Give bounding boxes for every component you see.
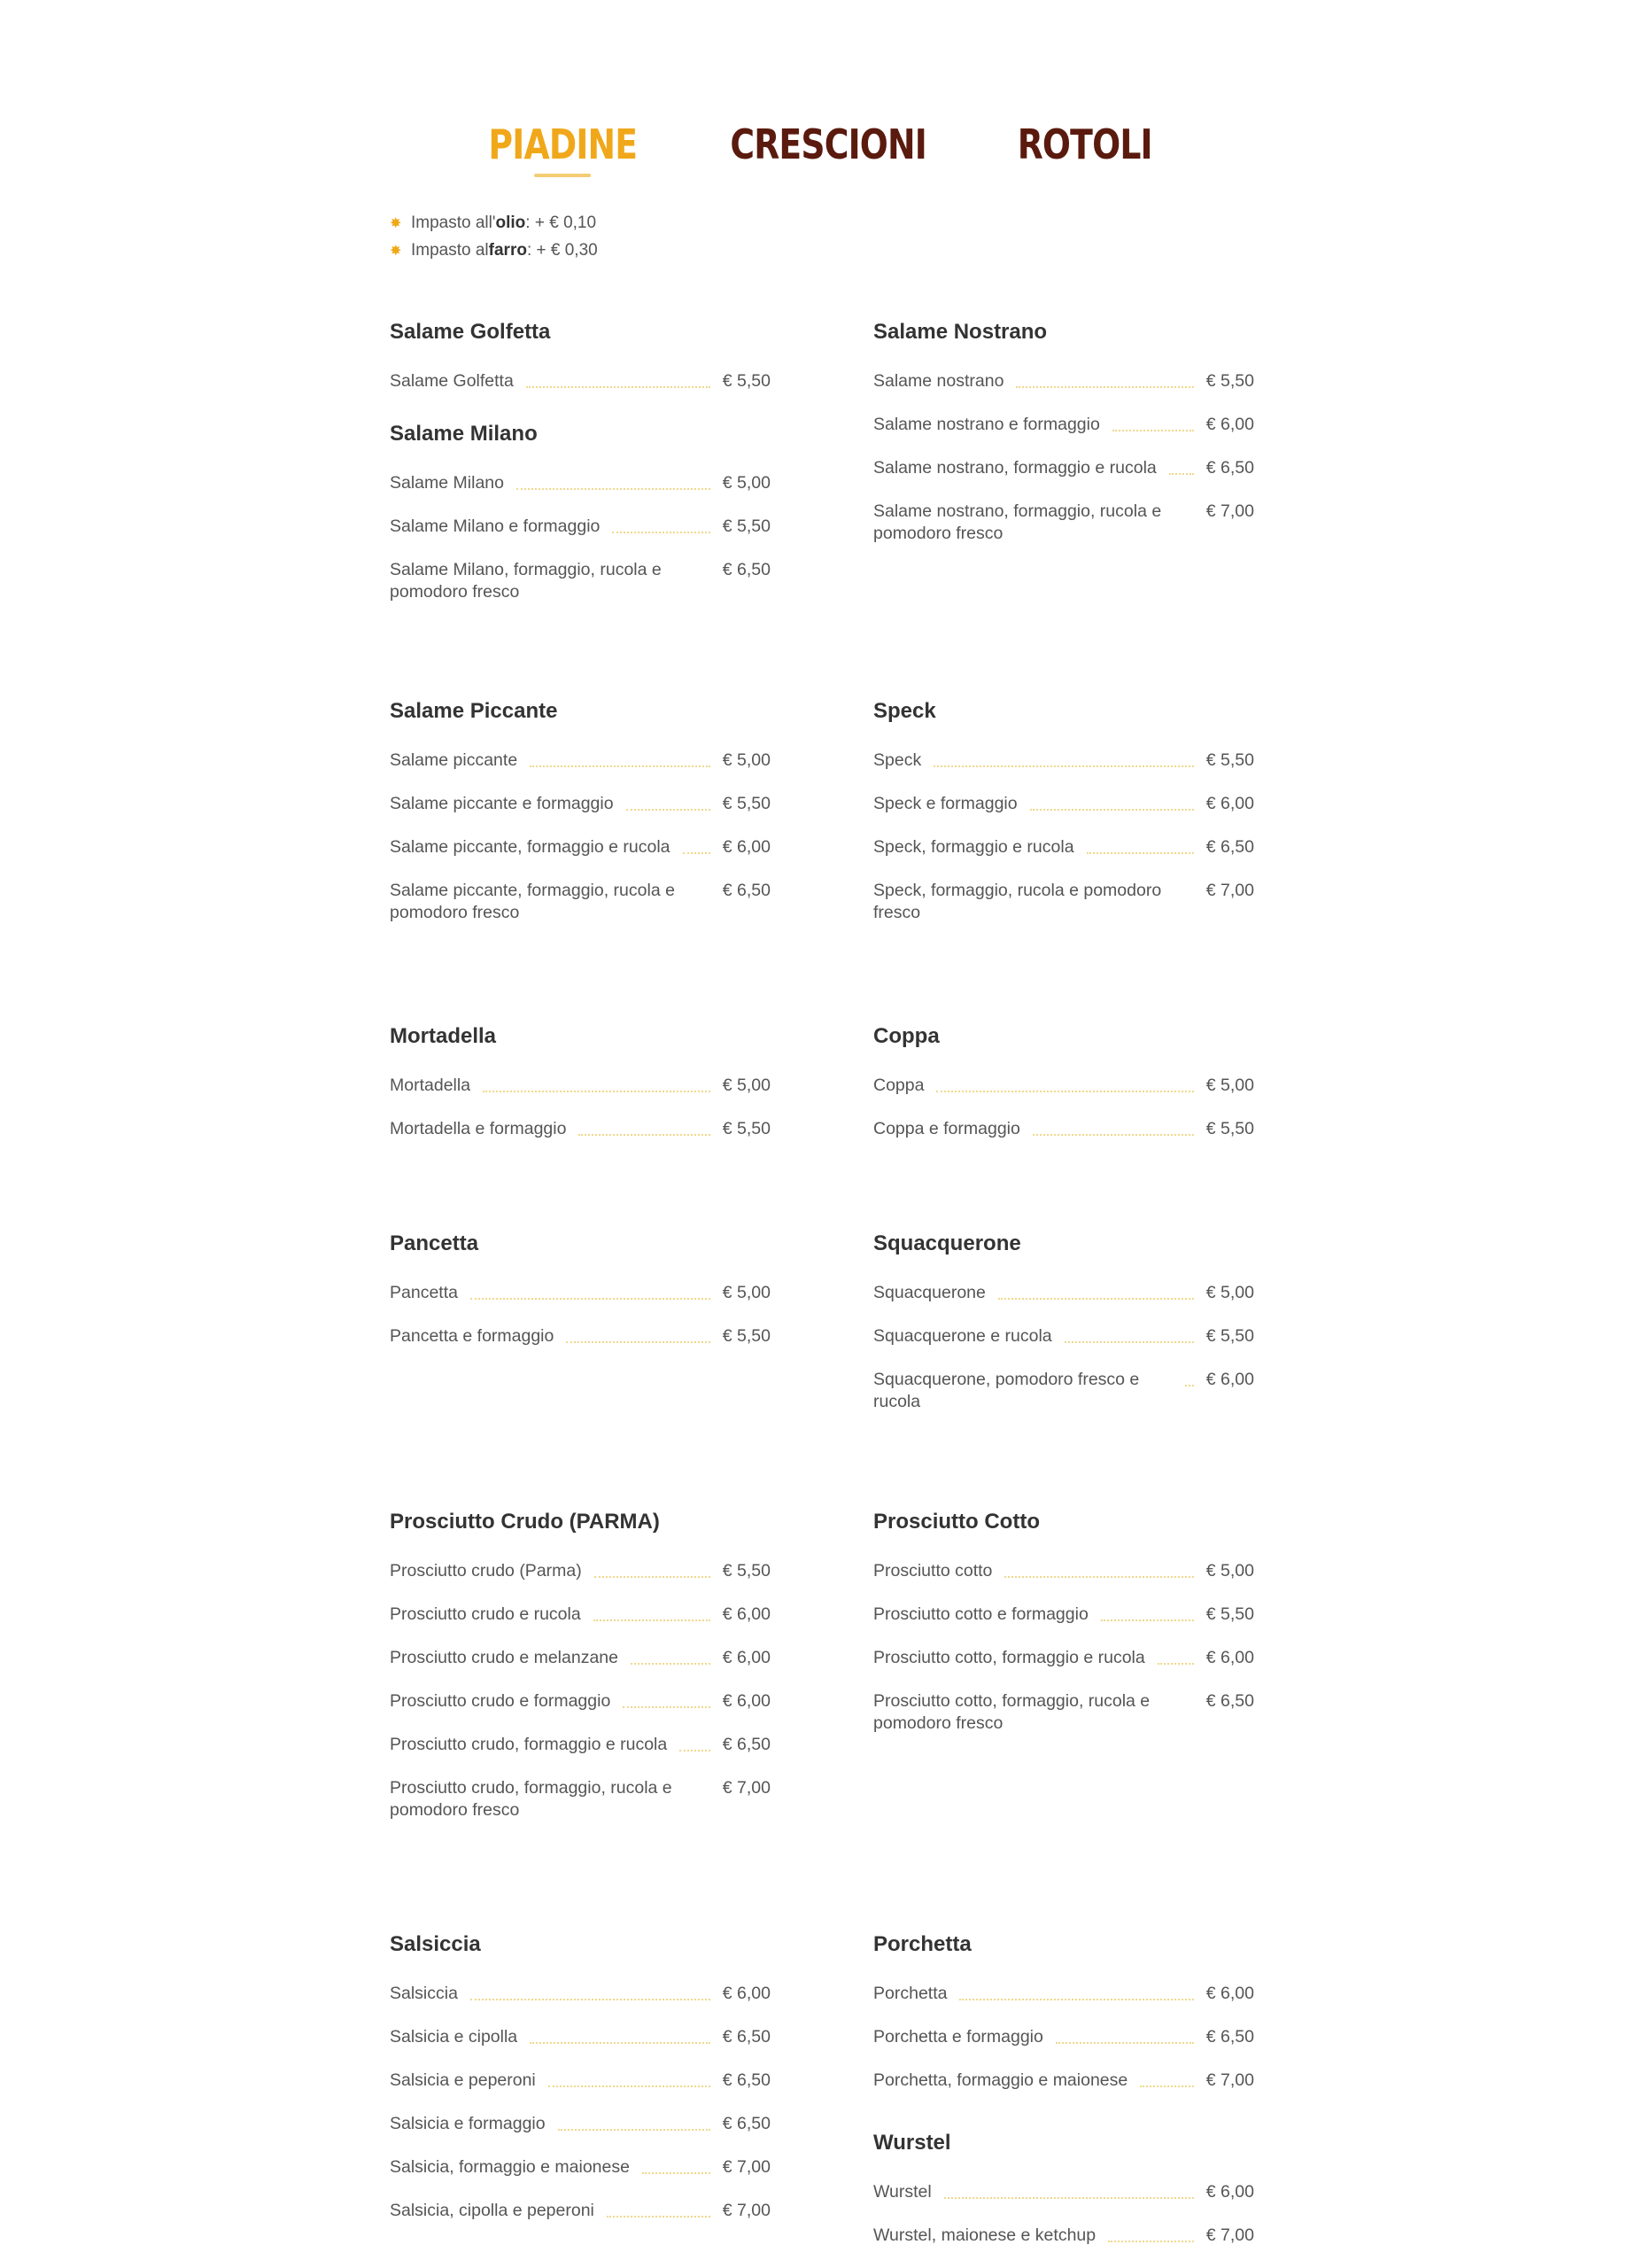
item-price: € 6,00 — [722, 1648, 771, 1667]
item-price: € 6,00 — [1205, 1984, 1254, 2003]
section-prosciutto-cotto — [873, 1511, 1254, 1756]
dotted-leader — [1101, 1619, 1194, 1621]
item-price: € 5,00 — [722, 1076, 771, 1095]
item-price: € 6,50 — [722, 881, 771, 900]
menu-item — [873, 1369, 1254, 1413]
dotted-leader — [548, 2085, 710, 2087]
item-price: € 6,00 — [1205, 1648, 1254, 1667]
menu-item — [390, 516, 771, 538]
item-name: Coppa — [873, 1076, 925, 1095]
menu-item — [390, 1075, 771, 1097]
dotted-leader — [1112, 430, 1194, 431]
dotted-leader — [1185, 1385, 1194, 1386]
item-price: € 5,50 — [722, 1326, 771, 1346]
item-price: € 5,50 — [1205, 371, 1254, 391]
item-name: Salame piccante, formaggio e rucola — [390, 837, 670, 857]
section-title: Salame Milano — [390, 422, 538, 446]
section-salame-piccante — [390, 700, 771, 945]
section-prosciutto-crudo — [390, 1511, 771, 1843]
star-icon: ✸ — [390, 215, 402, 231]
menu-item — [390, 472, 771, 494]
menu-item — [390, 880, 771, 924]
item-name: Mortadella e formaggio — [390, 1119, 567, 1138]
dotted-leader — [578, 1134, 709, 1136]
item-name: Speck, formaggio e rucola — [873, 837, 1074, 857]
item-name: Salame Golfetta — [390, 371, 514, 391]
menu-item — [873, 880, 1254, 924]
menu-item — [873, 1118, 1254, 1140]
item-name: Wurstel, maionese e ketchup — [873, 2225, 1097, 2245]
item-price: € 7,00 — [1205, 501, 1254, 521]
item-price: € 6,50 — [1205, 837, 1254, 857]
item-name: Salame piccante — [390, 750, 518, 770]
section-title: Prosciutto Cotto — [873, 1510, 1040, 1534]
dotted-leader — [1158, 1663, 1194, 1665]
item-name: Prosciutto cotto — [873, 1561, 993, 1581]
dotted-leader — [959, 1999, 1193, 2000]
item-price: € 5,50 — [722, 517, 771, 536]
menu-item — [390, 1604, 771, 1626]
note-farro — [390, 237, 598, 264]
dotted-leader — [526, 386, 710, 388]
menu-item — [873, 1983, 1254, 2005]
item-name: Porchetta — [873, 1984, 948, 2003]
item-name: Prosciutto crudo e melanzane — [390, 1648, 618, 1667]
tab-crescioni[interactable]: CRESCIONI — [730, 120, 926, 168]
section-coppa — [873, 1025, 1254, 1161]
menu-tabs — [0, 120, 1641, 168]
item-price: € 5,50 — [722, 794, 771, 813]
menu-item — [873, 1282, 1254, 1304]
item-price: € 6,00 — [722, 1604, 771, 1624]
menu-item — [873, 414, 1254, 436]
menu-item — [390, 793, 771, 815]
dotted-leader — [642, 2172, 710, 2174]
item-price: € 6,00 — [722, 1984, 771, 2003]
item-price: € 5,50 — [1205, 1326, 1254, 1346]
dotted-leader — [1065, 1341, 1194, 1343]
section-title: Pancetta — [390, 1231, 479, 1255]
menu-item — [390, 1647, 771, 1669]
dotted-leader — [631, 1663, 710, 1665]
dotted-leader — [936, 1091, 1193, 1092]
menu-item — [390, 2156, 771, 2179]
item-price: € 7,00 — [722, 1778, 771, 1798]
item-price: € 5,00 — [722, 750, 771, 770]
item-name: Salame piccante, formaggio, rucola e pomodoro fresco — [390, 881, 675, 922]
menu-item — [873, 750, 1254, 772]
menu-item — [873, 793, 1254, 815]
dotted-leader — [516, 488, 710, 490]
section-pancetta — [390, 1232, 771, 1369]
item-name: Wurstel — [873, 2182, 932, 2202]
item-name: Salame Milano, formaggio, rucola e pomodoro fresco — [390, 560, 662, 602]
menu-item — [873, 2225, 1254, 2247]
dotted-leader — [944, 2197, 1194, 2199]
dotted-leader — [1033, 1134, 1194, 1136]
section-salsiccia — [390, 1933, 771, 2243]
note-price: : + € 0,10 — [525, 213, 597, 232]
dotted-leader — [607, 2216, 710, 2218]
menu-item — [390, 559, 771, 603]
section-title: Salame Nostrano — [873, 320, 1048, 344]
item-price: € 5,50 — [722, 371, 771, 391]
item-name: Speck — [873, 750, 922, 770]
dotted-leader — [1140, 2085, 1194, 2087]
menu-item — [390, 1734, 771, 1756]
section-squacquerone — [873, 1232, 1254, 1434]
menu-item — [390, 1690, 771, 1713]
dotted-leader — [594, 1576, 710, 1578]
item-name: Prosciutto cotto e formaggio — [873, 1604, 1089, 1624]
item-price: € 5,00 — [1205, 1283, 1254, 1302]
item-name: Salame nostrano — [873, 371, 1004, 391]
section-title: Porchetta — [873, 1932, 972, 1956]
item-price: € 6,00 — [1205, 415, 1254, 434]
dotted-leader — [558, 2129, 710, 2131]
item-price: € 5,50 — [722, 1561, 771, 1581]
item-price: € 6,00 — [1205, 2182, 1254, 2202]
section-title: Mortadella — [390, 1024, 497, 1048]
item-name: Salame piccante e formaggio — [390, 794, 614, 813]
item-name: Salsicia e peperoni — [390, 2070, 536, 2090]
menu-item — [390, 750, 771, 772]
item-name: Salame Milano e formaggio — [390, 517, 601, 536]
dotted-leader — [593, 1619, 710, 1621]
item-name: Speck, formaggio, rucola e pomodoro fresco — [873, 881, 1162, 922]
menu-item — [390, 1983, 771, 2005]
item-name: Pancetta — [390, 1283, 458, 1302]
item-price: € 6,50 — [722, 2027, 771, 2047]
item-price: € 6,00 — [722, 1691, 771, 1711]
item-price: € 5,50 — [722, 1119, 771, 1138]
item-price: € 5,50 — [1205, 750, 1254, 770]
item-price: € 5,00 — [722, 1283, 771, 1302]
section-title: Prosciutto Crudo (PARMA) — [390, 1510, 660, 1534]
menu-item — [390, 1118, 771, 1140]
item-price: € 6,50 — [722, 1735, 771, 1754]
section-title: Speck — [873, 699, 936, 723]
section-title: Squacquerone — [873, 1231, 1021, 1255]
item-name: Squacquerone e rucola — [873, 1326, 1052, 1346]
item-price: € 6,50 — [1205, 1691, 1254, 1711]
item-name: Squacquerone, pomodoro fresco e rucola — [873, 1370, 1140, 1411]
item-name: Salame nostrano, formaggio, rucola e pomodoro fresco — [873, 501, 1162, 543]
note-bold: olio — [495, 213, 526, 232]
section-title: Coppa — [873, 1024, 940, 1048]
item-price: € 6,50 — [1205, 458, 1254, 478]
dotted-leader — [1087, 852, 1194, 854]
dotted-leader — [1169, 473, 1194, 475]
note-text: Impasto al — [411, 240, 489, 260]
dotted-leader — [998, 1298, 1194, 1300]
dotted-leader — [566, 1341, 709, 1343]
item-name: Mortadella — [390, 1076, 471, 1095]
item-name: Salsicia e cipolla — [390, 2027, 518, 2047]
item-price: € 5,00 — [1205, 1561, 1254, 1581]
menu-item — [873, 457, 1254, 479]
menu-item — [873, 836, 1254, 858]
menu-item — [390, 370, 771, 392]
item-name: Salame nostrano, formaggio e rucola — [873, 458, 1157, 478]
item-price: € 6,50 — [722, 2070, 771, 2090]
item-price: € 5,50 — [1205, 1119, 1254, 1138]
dotted-leader — [626, 809, 710, 811]
dotted-leader — [530, 765, 710, 767]
dotted-leader — [483, 1091, 710, 1092]
menu-item — [390, 1560, 771, 1582]
menu-item — [390, 2113, 771, 2135]
menu-item — [390, 1282, 771, 1304]
section-title: Salsiccia — [390, 1932, 481, 1956]
note-olio — [390, 209, 598, 237]
dough-notes — [390, 209, 598, 264]
item-name: Salsicia, formaggio e maionese — [390, 2157, 630, 2177]
item-name: Prosciutto crudo e formaggio — [390, 1691, 611, 1711]
menu-item — [390, 1325, 771, 1348]
section-wurstel — [873, 2132, 1254, 2268]
item-price: € 5,50 — [1205, 1604, 1254, 1624]
item-name: Prosciutto crudo, formaggio, rucola e pomodoro fresco — [390, 1778, 672, 1820]
menu-item — [390, 2026, 771, 2048]
item-name: Salame Milano — [390, 473, 504, 493]
dotted-leader — [1030, 809, 1194, 811]
menu-item — [873, 2026, 1254, 2048]
item-name: Speck e formaggio — [873, 794, 1018, 813]
item-name: Salame nostrano e formaggio — [873, 415, 1100, 434]
menu-item — [390, 2200, 771, 2222]
item-price: € 6,00 — [722, 837, 771, 857]
dotted-leader — [1108, 2241, 1194, 2242]
dotted-leader — [530, 2042, 710, 2044]
menu-item — [873, 1604, 1254, 1626]
dotted-leader — [683, 852, 710, 854]
note-bold: farro — [488, 240, 527, 260]
dotted-leader — [934, 765, 1194, 767]
item-name: Salsiccia — [390, 1984, 458, 2003]
item-name: Porchetta e formaggio — [873, 2027, 1043, 2047]
menu-item — [390, 1777, 771, 1821]
item-name: Salsicia e formaggio — [390, 2114, 546, 2133]
dotted-leader — [1004, 1576, 1193, 1578]
section-salame-nostrano — [873, 321, 1254, 566]
item-name: Squacquerone — [873, 1283, 986, 1302]
dotted-leader — [470, 1999, 710, 2000]
item-name: Prosciutto crudo, formaggio e rucola — [390, 1735, 668, 1754]
item-name: Prosciutto crudo e rucola — [390, 1604, 581, 1624]
item-name: Prosciutto cotto, formaggio, rucola e pomodoro fresco — [873, 1691, 1151, 1733]
dotted-leader — [679, 1750, 710, 1751]
section-title: Salame Golfetta — [390, 320, 551, 344]
item-name: Prosciutto crudo (Parma) — [390, 1561, 582, 1581]
item-price: € 7,00 — [722, 2157, 771, 2177]
menu-item — [873, 1560, 1254, 1582]
section-salame-golfetta — [390, 321, 771, 414]
item-name: Pancetta e formaggio — [390, 1326, 554, 1346]
section-title: Wurstel — [873, 2131, 951, 2155]
item-name: Coppa e formaggio — [873, 1119, 1020, 1138]
dotted-leader — [1056, 2042, 1194, 2044]
menu-item — [873, 1325, 1254, 1348]
item-price: € 6,50 — [1205, 2027, 1254, 2047]
item-price: € 5,00 — [1205, 1076, 1254, 1095]
menu-item — [873, 1647, 1254, 1669]
section-mortadella — [390, 1025, 771, 1161]
item-price: € 7,00 — [722, 2201, 771, 2220]
menu-item — [873, 1075, 1254, 1097]
note-text: Impasto all' — [411, 213, 496, 232]
item-price: € 7,00 — [1205, 881, 1254, 900]
menu-item — [390, 836, 771, 858]
note-price: : + € 0,30 — [526, 240, 598, 260]
menu-item — [873, 1690, 1254, 1735]
menu-item — [873, 501, 1254, 545]
item-name: Prosciutto cotto, formaggio e rucola — [873, 1648, 1145, 1667]
item-name: Salsicia, cipolla e peperoni — [390, 2201, 594, 2220]
dotted-leader — [623, 1706, 709, 1708]
item-price: € 6,50 — [722, 560, 771, 579]
section-porchetta — [873, 1933, 1254, 2113]
item-price: € 5,00 — [722, 473, 771, 493]
dotted-leader — [1016, 386, 1193, 388]
item-name: Porchetta, formaggio e maionese — [873, 2070, 1128, 2090]
tab-piadine[interactable]: PIADINE — [488, 120, 638, 168]
menu-item — [873, 370, 1254, 392]
menu-item — [873, 2070, 1254, 2092]
item-price: € 6,50 — [722, 2114, 771, 2133]
menu-item — [390, 2070, 771, 2092]
dotted-leader — [470, 1298, 710, 1300]
section-salame-milano — [390, 423, 771, 625]
item-price: € 7,00 — [1205, 2225, 1254, 2245]
tab-rotoli[interactable]: ROTOLI — [1017, 120, 1153, 168]
section-title: Salame Piccante — [390, 699, 558, 723]
dotted-leader — [612, 532, 709, 533]
menu-item — [873, 2181, 1254, 2203]
star-icon: ✸ — [390, 243, 402, 259]
section-speck — [873, 700, 1254, 945]
item-price: € 6,00 — [1205, 794, 1254, 813]
item-price: € 7,00 — [1205, 2070, 1254, 2090]
item-price: € 6,00 — [1205, 1370, 1254, 1389]
